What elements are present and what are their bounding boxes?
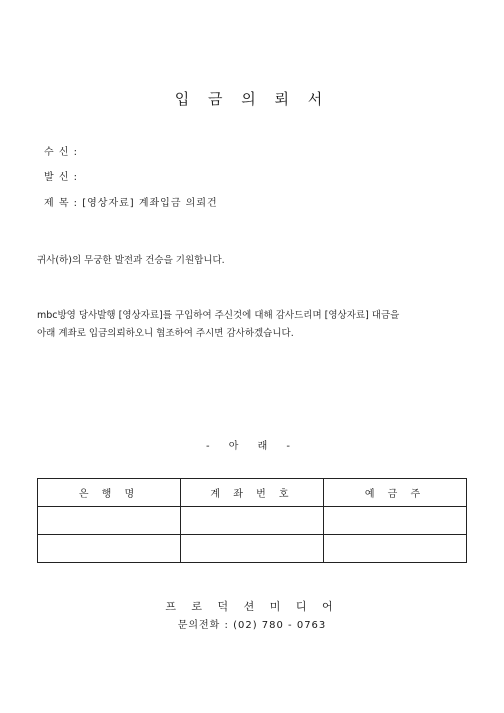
- bank-account-table: [37, 478, 467, 563]
- account-holder-cell: [324, 535, 467, 563]
- account-number-cell: [181, 535, 324, 563]
- table-row: [38, 507, 467, 535]
- sender-field: 발 신 :: [44, 172, 79, 183]
- bank-name-header: 은 행 명: [38, 479, 181, 507]
- contact-phone: 문의전화 : (02) 780 - 0763: [177, 620, 327, 631]
- bank-name-cell: [38, 535, 181, 563]
- account-number-header: 계 좌 번 호: [181, 479, 324, 507]
- below-heading: - 아 래 -: [205, 441, 299, 452]
- body-line-2: 아래 계좌로 입금의뢰하오니 협조하여 주시면 감사하겠습니다.: [37, 328, 294, 339]
- table-header-row: [38, 479, 467, 507]
- document-title: 입 금 의 뢰 서: [174, 90, 330, 108]
- greeting-paragraph: 귀사(하)의 무궁한 발전과 건승을 기원합니다.: [37, 255, 225, 266]
- body-line-1: mbc방영 당사발행 [영상자료]를 구입하여 주신것에 대해 감사드리며 [영상자료] 대금을: [37, 310, 400, 321]
- account-holder-cell: [324, 507, 467, 535]
- account-number-cell: [181, 507, 324, 535]
- table-row: [38, 535, 467, 563]
- company-name: 프 로 덕 션 미 디 어: [165, 600, 339, 613]
- subject-field: 제 목 : [영상자료] 계좌입금 의뢰건: [44, 198, 218, 209]
- bank-name-cell: [38, 507, 181, 535]
- account-holder-header: 예 금 주: [324, 479, 467, 507]
- recipient-field: 수 신 :: [44, 147, 79, 158]
